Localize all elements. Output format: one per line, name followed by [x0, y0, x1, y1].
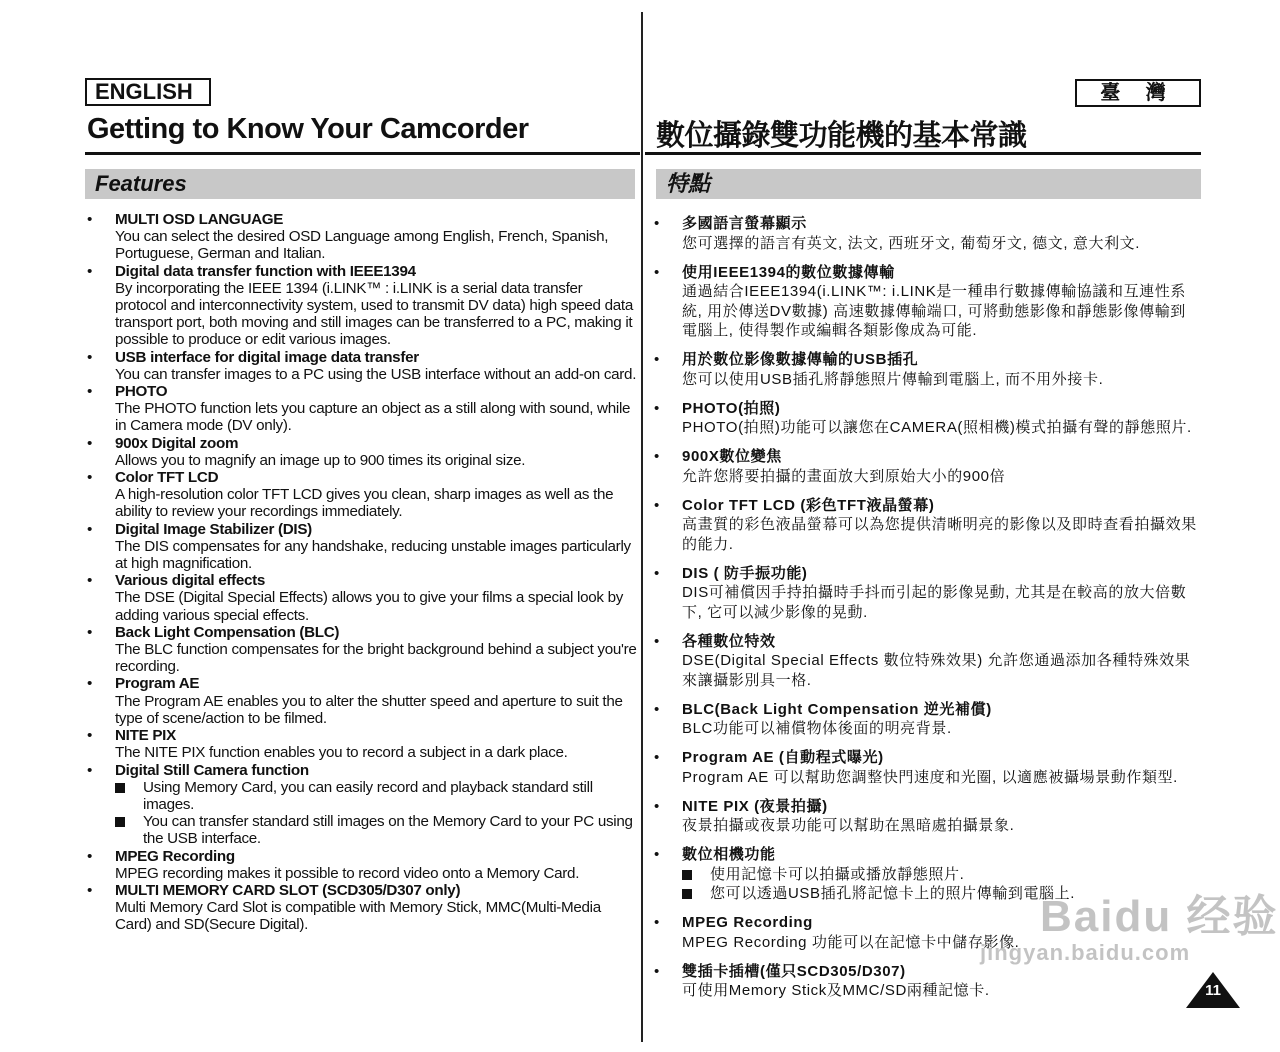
feature-title: 900X數位變焦 [682, 448, 782, 465]
section-heading-english: Features [85, 169, 635, 199]
page-number: 11 [1205, 982, 1221, 999]
bullet-icon: • [87, 881, 93, 899]
feature-title: Digital Image Stabilizer (DIS) [115, 520, 312, 538]
feature-description: 通過結合IEEE1394(i.LINK™: i.LINK是一種串行數據傳輸協議和互連性系統, 用於傳送DV數據) 高速數據傳輸端口, 可將動態影像和靜態影像傳輸到電腦上, 使得製作或編輯各類影像成為可能. [682, 283, 1186, 339]
feature-description: DIS可補償因手持拍攝時手抖而引起的影像晃動, 尤其是在較高的放大倍數下, 它可以減少影像的晃動. [682, 584, 1187, 621]
bullet-icon: • [87, 262, 93, 280]
bullet-icon: • [87, 675, 93, 693]
feature-item [654, 797, 1201, 836]
title-rule-left [85, 152, 640, 155]
feature-title: Various digital effects [115, 572, 266, 590]
bullet-icon: • [654, 496, 660, 514]
feature-item [654, 748, 1201, 787]
title-rule-right [645, 152, 1201, 155]
feature-description: Allows you to magnify an image up to 900 times its original size. [115, 451, 526, 469]
language-label-english: ENGLISH [85, 78, 211, 106]
feature-title: NITE PIX (夜景拍攝) [682, 797, 828, 815]
bullet-icon: • [87, 761, 93, 779]
feature-item [654, 263, 1201, 341]
bullet-icon: • [654, 263, 660, 281]
bullet-icon: • [654, 215, 660, 232]
square-bullet-icon [115, 817, 125, 827]
bullet-icon: • [87, 348, 93, 366]
feature-title: PHOTO(拍照) [682, 399, 781, 417]
sub-item-text: You can transfer standard still images on the Memory Card to your PC using the USB interface. [143, 813, 633, 848]
feature-description: You can transfer images to a PC using the USB interface without an add-on card. [115, 365, 637, 383]
bullet-icon: • [87, 727, 93, 745]
feature-title: MPEG Recording [115, 847, 235, 865]
feature-description: The BLC function compensates for the bright background behind a subject you're recording. [115, 641, 637, 676]
sub-item-text: Using Memory Card, you can easily record and playback standard still images. [143, 778, 593, 813]
sub-item-text: 您可以透過USB插孔將記憶卡上的照片傳輸到電腦上. [710, 885, 1076, 902]
section-heading-chinese: 特點 [656, 169, 1201, 199]
feature-description: Program AE 可以幫助您調整快門速度和光圈, 以適應被攝場景動作類型. [682, 768, 1178, 786]
square-bullet-icon [682, 870, 692, 880]
bullet-icon: • [654, 749, 660, 766]
feature-item [654, 350, 1201, 389]
bullet-icon: • [87, 572, 93, 590]
feature-item [87, 727, 637, 761]
feature-title: MPEG Recording [682, 914, 813, 931]
feature-item [654, 700, 1201, 739]
feature-item [87, 211, 637, 263]
feature-description: Multi Memory Card Slot is compatible with Memory Stick, MMC(Multi-Media Card) and SD(Secure Digital). [115, 899, 601, 934]
bullet-icon: • [654, 700, 660, 718]
bullet-icon: • [654, 846, 660, 863]
feature-item [654, 214, 1201, 253]
feature-description: BLC功能可以補償物体後面的明亮背景. [682, 720, 952, 737]
feature-description: 允許您將要拍攝的畫面放大到原始大小的900倍 [682, 467, 1006, 485]
feature-title: 雙插卡插槽(僅只SCD305/D307) [682, 962, 906, 980]
page-number-badge [1186, 972, 1240, 1008]
bullet-icon: • [654, 564, 660, 582]
feature-title: NITE PIX [115, 727, 176, 745]
feature-description: DSE(Digital Special Effects 數位特殊效果) 允許您通過添加各種特殊效果來讓攝影別具一格. [682, 652, 1191, 689]
feature-title: MULTI OSD LANGUAGE [115, 211, 284, 228]
bullet-icon: • [654, 632, 660, 650]
bullet-icon: • [87, 211, 93, 228]
bullet-icon: • [87, 434, 93, 452]
feature-title: Color TFT LCD (彩色TFT液晶螢幕) [682, 496, 935, 514]
language-label-taiwan: 臺 灣 [1075, 79, 1201, 107]
feature-description: A high-resolution color TFT LCD gives you clean, sharp images as well as the ability to review your recordings immediately. [115, 486, 614, 521]
feature-title: Program AE [115, 675, 200, 693]
page-title-english: Getting to Know Your Camcorder [87, 113, 529, 145]
column-divider [641, 12, 643, 1042]
square-bullet-icon [682, 889, 692, 899]
feature-description: The DSE (Digital Special Effects) allows you to give your films a special look by adding various special effects. [115, 589, 624, 624]
feature-title: USB interface for digital image data transfer [115, 348, 419, 366]
bullet-icon: • [654, 914, 660, 931]
feature-description: 高畫質的彩色液晶螢幕可以為您提供清晰明亮的影像以及即時查看拍攝效果的能力. [682, 516, 1197, 553]
feature-title: 使用IEEE1394的數位數據傳輸 [682, 263, 895, 281]
feature-description: MPEG recording makes it possible to record video onto a Memory Card. [115, 864, 580, 882]
feature-item [654, 962, 1201, 1001]
feature-item [87, 521, 637, 573]
feature-description: 夜景拍攝或夜景功能可以幫助在黑暗處拍攝景象. [682, 817, 1015, 834]
bullet-icon: • [654, 351, 660, 368]
feature-item [654, 399, 1201, 438]
feature-title: 用於數位影像數據傳輸的USB插孔 [682, 351, 919, 368]
bullet-icon: • [654, 448, 660, 465]
watermark-logo: Baidu 经验 [1040, 892, 1279, 941]
feature-description: MPEG Recording 功能可以在記憶卡中儲存影像. [682, 933, 1020, 951]
feature-item [87, 383, 637, 435]
feature-description: You can select the desired OSD Language among English, French, Spanish, Portuguese, German and Italian. [115, 228, 609, 263]
watermark [980, 880, 1279, 966]
feature-description: 可使用Memory Stick及MMC/SD兩種記憶卡. [682, 982, 990, 999]
feature-title: BLC(Back Light Compensation 逆光補償) [682, 700, 992, 718]
feature-title: Back Light Compensation (BLC) [115, 623, 340, 641]
feature-description: PHOTO(拍照)功能可以讓您在CAMERA(照相機)模式拍攝有聲的靜態照片. [682, 419, 1192, 436]
feature-item [654, 564, 1201, 623]
feature-item [87, 349, 637, 383]
bullet-icon: • [87, 623, 93, 641]
feature-item [87, 572, 637, 624]
feature-description: By incorporating the IEEE 1394 (i.LINK™ : i.LINK is a serial data transfer protocol and interconnectivity system, used to transmit DV data) high speed data transport port, both moving and still images can be transferred to a PC, making it possible to produce or edit various images. [115, 279, 633, 349]
feature-title: Digital data transfer function with IEEE1394 [115, 262, 416, 280]
watermark-url: jingyan.baidu.com [980, 940, 1191, 965]
feature-title: Color TFT LCD [115, 469, 219, 487]
feature-item [87, 675, 637, 727]
feature-title: 數位相機功能 [682, 846, 776, 863]
feature-description: The PHOTO function lets you capture an object as a still along with sound, while in Camera mode (DV only). [115, 400, 631, 435]
bullet-icon: • [87, 847, 93, 865]
feature-title: Digital Still Camera function [115, 761, 309, 779]
feature-description: 您可選擇的語言有英文, 法文, 西班牙文, 葡萄牙文, 德文, 意大利文. [682, 234, 1141, 252]
sub-item [115, 813, 637, 847]
feature-item [87, 263, 637, 349]
feature-title: 各種數位特效 [682, 632, 776, 650]
feature-item [87, 435, 637, 469]
feature-description: The Program AE enables you to alter the shutter speed and aperture to suit the type of scene/action to be filmed. [115, 692, 623, 727]
square-bullet-icon [115, 783, 125, 793]
feature-description: The NITE PIX function enables you to record a subject in a dark place. [115, 744, 568, 762]
bullet-icon: • [87, 469, 93, 487]
feature-item [87, 469, 637, 521]
bullet-icon: • [654, 962, 660, 980]
bullet-icon: • [654, 399, 660, 417]
feature-item [87, 624, 637, 676]
bullet-icon: • [654, 797, 660, 815]
feature-title: PHOTO [115, 383, 168, 401]
bullet-icon: • [87, 383, 93, 401]
feature-title: Program AE (自動程式曝光) [682, 749, 884, 766]
bullet-icon: • [87, 520, 93, 538]
feature-title: MULTI MEMORY CARD SLOT (SCD305/D307 only) [115, 881, 461, 899]
feature-item [87, 762, 637, 848]
feature-item [87, 848, 637, 882]
feature-item [87, 882, 637, 934]
feature-title: 多國語言螢幕顯示 [682, 215, 807, 232]
sub-item [115, 779, 637, 813]
sub-item-text: 使用記憶卡可以拍攝或播放靜態照片. [710, 865, 965, 883]
feature-list-english [87, 211, 637, 934]
feature-item [654, 447, 1201, 486]
feature-title: 900x Digital zoom [115, 434, 239, 452]
feature-item [654, 632, 1201, 691]
feature-title: DIS ( 防手振功能) [682, 564, 808, 582]
feature-item [654, 496, 1201, 555]
feature-description: The DIS compensates for any handshake, reducing unstable images particularly at high magnification. [115, 537, 631, 573]
feature-description: 您可以使用USB插孔將靜態照片傳輸到電腦上, 而不用外接卡. [682, 370, 1104, 388]
page-title-chinese: 數位攝錄雙功能機的基本常識 [656, 120, 1027, 152]
